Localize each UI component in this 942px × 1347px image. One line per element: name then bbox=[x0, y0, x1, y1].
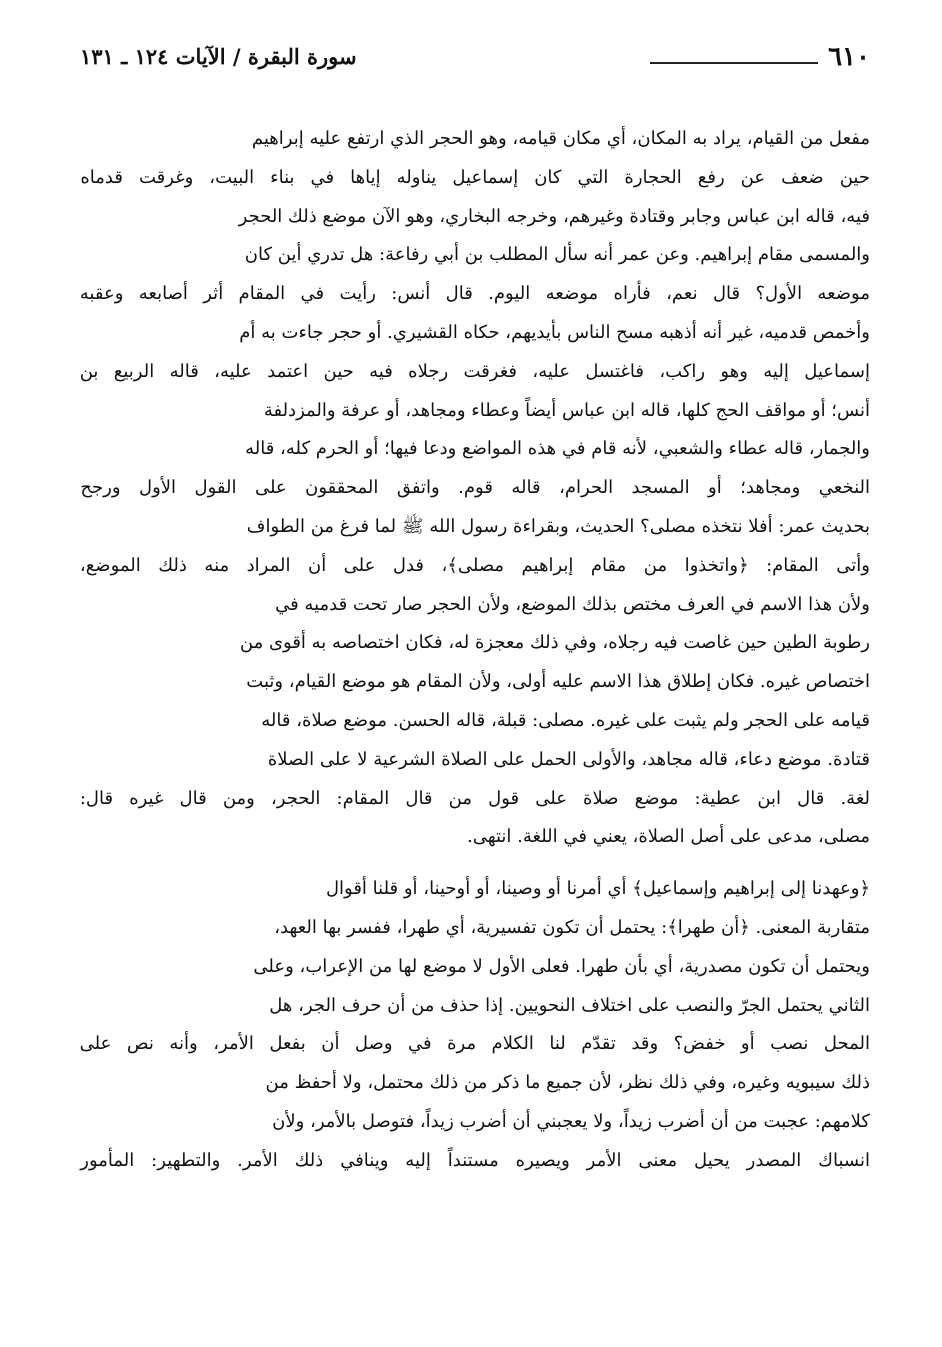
text-line: متقاربة المعنى. ﴿أن طهرا﴾: يحتمل أن تكون تفسيرية، أي طهرا، ففسر بها العهد، bbox=[274, 916, 870, 938]
text-line: بحديث عمر: أفلا نتخذه مصلى؟ الحديث، وبقراءة رسول الله ﷺ لما فرغ من الطواف bbox=[246, 515, 870, 537]
text-line: مفعل من القيام، يراد به المكان، أي مكان قيامه، وهو الحجر الذي ارتفع عليه إبراهيم bbox=[251, 128, 870, 149]
header-rule bbox=[650, 62, 818, 64]
text-line: موضعه الأول؟ قال نعم، فأراه موضعه اليوم. قال أنس: رأيت في المقام أثر أصابعه وعقبه bbox=[79, 283, 870, 305]
paragraph bbox=[80, 870, 870, 1180]
text-line: قتادة. موضع دعاء، قاله مجاهد، والأولى الحمل على الصلاة الشرعية لا على الصلاة bbox=[267, 748, 870, 770]
text-line: فيه، قاله ابن عباس وجابر وقتادة وغيرهم، وخرجه البخاري، وهو الآن موضع ذلك الحجر bbox=[238, 205, 870, 227]
text-line: ذلك سيبويه وغيره، وفي ذلك نظر، لأن جميع ما ذكر من ذلك محتمل، ولا أحفظ من bbox=[265, 1072, 870, 1094]
text-line: اختصاص غيره. فكان إطلاق هذا الاسم عليه أولى، ولأن المقام هو موضع القيام، وثبت bbox=[246, 671, 870, 693]
text-line: المحل نصب أو خفض؟ وقد تقدّم لنا الكلام مرة في وصل أن بفعل الأمر، وأنه نص على bbox=[79, 1033, 870, 1055]
text-line: ويحتمل أن تكون مصدرية، أي بأن طهرا. فعلى الأول لا موضع لها من الإعراب، وعلى bbox=[253, 955, 870, 977]
text-line: مصلى، مدعى على أصل الصلاة، يعني في اللغة. انتهى. bbox=[466, 826, 870, 848]
body-text bbox=[80, 120, 870, 1181]
text-line: والجمار، قاله عطاء والشعبي، لأنه قام في هذه المواضع ودعا فيها؛ أو الحرم كله، قاله bbox=[245, 438, 870, 460]
running-title: سورة البقرة / الآيات ١٢٤ ـ ١٣١ bbox=[80, 44, 357, 69]
text-line: رطوبة الطين حين غاصت فيه رجلاه، وفي ذلك معجزة له، فكان اختصاصه به أقوى من bbox=[239, 632, 870, 654]
text-line: انسباك المصدر يحيل معنى الأمر ويصيره مستنداً إليه وينافي ذلك الأمر. والتطهير: المأمور bbox=[80, 1149, 870, 1171]
paragraph bbox=[80, 120, 870, 857]
text-line: وأتى المقام: ﴿واتخذوا من مقام إبراهيم مصلى﴾، فدل على أن المراد منه ذلك الموضع، bbox=[79, 554, 870, 576]
text-line: حين ضعف عن رفع الحجارة التي كان إسماعيل يناوله إياها في بناء البيت، وغرقت قدماه bbox=[80, 166, 870, 188]
text-line: النخعي ومجاهد؛ أو المسجد الحرام، قاله قوم. واتفق المحققون على القول الأول ورجح bbox=[80, 477, 870, 499]
text-line: والمسمى مقام إبراهيم. وعن عمر أنه سأل المطلب بن أبي رفاعة: هل تدري أين كان bbox=[244, 244, 870, 266]
text-line: ولأن هذا الاسم في العرف مختص بذلك الموضع، ولأن الحجر صار تحت قدميه في bbox=[275, 593, 870, 615]
text-line: كلامهم: عجبت من أن أضرب زيداً، ولا يعجبني أن أضرب زيداً، فتوصل بالأمر، ولأن bbox=[272, 1110, 870, 1132]
text-line: وأخمص قدميه، غير أنه أذهبه مسح الناس بأيديهم، حكاه القشيري. أو حجر جاءت به أم bbox=[239, 321, 870, 343]
text-line: أنس؛ أو مواقف الحج كلها، قاله ابن عباس أيضاً وعطاء ومجاهد، أو عرفة والمزدلفة bbox=[263, 399, 870, 421]
running-header bbox=[80, 40, 870, 76]
text-line: ﴿وعهدنا إلى إبراهيم وإسماعيل﴾ أي أمرنا أو وصينا، أو أوحينا، أو قلنا أقوال bbox=[325, 878, 870, 900]
text-line: قيامه على الحجر ولم يثبت على غيره. مصلى: قبلة، قاله الحسن. موضع صلاة، قاله bbox=[261, 709, 870, 731]
text-line: إسماعيل إليه وهو راكب، فاغتسل عليه، فغرقت رجلاه فيه حين اعتمد عليه، قاله الربيع بن bbox=[79, 360, 870, 382]
text-line: الثاني يحتمل الجرّ والنصب على اختلاف النحويين. إذا حذف من أن حرف الجر، هل bbox=[269, 994, 870, 1016]
text-line: لغة. قال ابن عطية: موضع صلاة على قول من قال المقام: الحجر، ومن قال غيره قال: bbox=[79, 787, 870, 809]
page-number: ٦١٠ bbox=[828, 42, 870, 72]
